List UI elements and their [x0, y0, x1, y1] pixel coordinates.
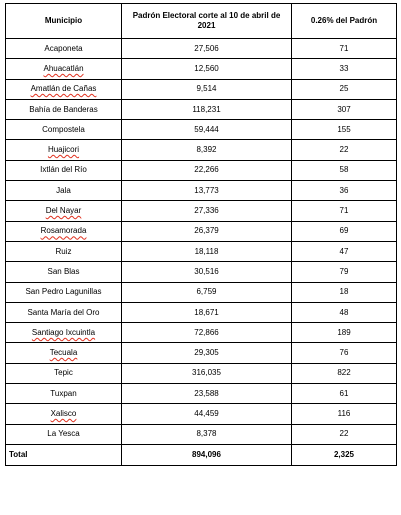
table-row: [6, 384, 397, 404]
municipio-name: Ahuacatlán: [43, 63, 84, 73]
total-padron: 894,096: [122, 444, 292, 465]
cell-municipio: [6, 262, 122, 282]
municipio-name: Huajicori: [47, 145, 80, 155]
total-porcentaje: 2,325: [292, 444, 397, 465]
municipio-name: Ruiz: [55, 246, 72, 256]
cell-municipio: [6, 99, 122, 119]
municipio-name: Tepic: [54, 368, 73, 378]
cell-municipio: [6, 282, 122, 302]
cell-municipio: [6, 120, 122, 140]
cell-padron: 12,560: [122, 59, 292, 79]
cell-porcentaje: 18: [292, 282, 397, 302]
cell-municipio: [6, 79, 122, 99]
municipio-name: Del Nayar: [45, 206, 82, 216]
municipio-name: San Pedro Lagunillas: [25, 287, 102, 297]
cell-municipio: [6, 424, 122, 444]
table-row: [6, 221, 397, 241]
cell-porcentaje: 155: [292, 120, 397, 140]
cell-municipio: [6, 39, 122, 59]
cell-padron: 27,336: [122, 201, 292, 221]
cell-municipio: [6, 241, 122, 261]
municipio-name: Bahía de Banderas: [29, 104, 98, 114]
cell-porcentaje: 48: [292, 302, 397, 322]
cell-municipio: [6, 323, 122, 343]
cell-padron: 72,866: [122, 323, 292, 343]
cell-municipio: [6, 221, 122, 241]
cell-porcentaje: 307: [292, 99, 397, 119]
document-page: [5, 3, 396, 466]
cell-porcentaje: 822: [292, 363, 397, 383]
municipio-name: Xalisco: [50, 408, 77, 418]
table-row: [6, 79, 397, 99]
table-row: [6, 323, 397, 343]
total-row: [6, 444, 397, 465]
padron-table: [5, 3, 397, 466]
table-row: [6, 241, 397, 261]
cell-porcentaje: 22: [292, 140, 397, 160]
cell-porcentaje: 25: [292, 79, 397, 99]
cell-padron: 22,266: [122, 160, 292, 180]
table-row: [6, 99, 397, 119]
cell-padron: 9,514: [122, 79, 292, 99]
cell-padron: 8,378: [122, 424, 292, 444]
municipio-name: La Yesca: [47, 429, 80, 439]
municipio-name: Rosamorada: [40, 226, 87, 236]
municipio-name: Jala: [56, 185, 71, 195]
table-row: [6, 343, 397, 363]
cell-municipio: [6, 140, 122, 160]
header-municipio: Municipio: [6, 4, 122, 39]
cell-municipio: [6, 302, 122, 322]
cell-municipio: [6, 59, 122, 79]
cell-porcentaje: 71: [292, 39, 397, 59]
cell-padron: 118,231: [122, 99, 292, 119]
municipio-name: Tuxpan: [50, 388, 77, 398]
table-row: [6, 302, 397, 322]
cell-municipio: [6, 181, 122, 201]
cell-porcentaje: 69: [292, 221, 397, 241]
cell-padron: 6,759: [122, 282, 292, 302]
cell-municipio: [6, 201, 122, 221]
cell-padron: 13,773: [122, 181, 292, 201]
table-row: [6, 282, 397, 302]
header-porcentaje: 0.26% del Padrón: [292, 4, 397, 39]
cell-padron: 316,035: [122, 363, 292, 383]
table-body: [6, 39, 397, 445]
cell-porcentaje: 189: [292, 323, 397, 343]
cell-padron: 30,516: [122, 262, 292, 282]
cell-porcentaje: 33: [292, 59, 397, 79]
municipio-name: Amatlán de Cañas: [30, 84, 97, 94]
table-row: [6, 201, 397, 221]
cell-padron: 29,305: [122, 343, 292, 363]
total-label: Total: [6, 444, 122, 465]
cell-municipio: [6, 384, 122, 404]
table-row: [6, 140, 397, 160]
cell-porcentaje: 79: [292, 262, 397, 282]
municipio-name: Ixtlán del Río: [40, 165, 87, 175]
cell-padron: 8,392: [122, 140, 292, 160]
cell-porcentaje: 76: [292, 343, 397, 363]
municipio-name: Santa María del Oro: [27, 307, 100, 317]
table-row: [6, 424, 397, 444]
cell-porcentaje: 22: [292, 424, 397, 444]
cell-padron: 23,588: [122, 384, 292, 404]
cell-porcentaje: 58: [292, 160, 397, 180]
cell-porcentaje: 61: [292, 384, 397, 404]
cell-padron: 59,444: [122, 120, 292, 140]
municipio-name: Acaponeta: [44, 43, 83, 53]
cell-porcentaje: 116: [292, 404, 397, 424]
cell-padron: 27,506: [122, 39, 292, 59]
table-row: [6, 404, 397, 424]
cell-municipio: [6, 404, 122, 424]
table-row: [6, 181, 397, 201]
cell-porcentaje: 71: [292, 201, 397, 221]
municipio-name: Compostela: [42, 124, 85, 134]
table-row: [6, 59, 397, 79]
table-header-row: [6, 4, 397, 39]
table-row: [6, 160, 397, 180]
header-padron: Padrón Electoral corte al 10 de abril de 2021: [122, 4, 292, 39]
cell-porcentaje: 36: [292, 181, 397, 201]
municipio-name: Santiago Ixcuintla: [31, 327, 96, 337]
municipio-name: Tecuala: [49, 348, 78, 358]
cell-municipio: [6, 363, 122, 383]
table-row: [6, 39, 397, 59]
table-row: [6, 120, 397, 140]
cell-padron: 18,671: [122, 302, 292, 322]
municipio-name: San Blas: [47, 266, 80, 276]
cell-padron: 44,459: [122, 404, 292, 424]
cell-porcentaje: 47: [292, 241, 397, 261]
cell-municipio: [6, 160, 122, 180]
table-row: [6, 363, 397, 383]
cell-padron: 26,379: [122, 221, 292, 241]
cell-padron: 18,118: [122, 241, 292, 261]
table-row: [6, 262, 397, 282]
cell-municipio: [6, 343, 122, 363]
